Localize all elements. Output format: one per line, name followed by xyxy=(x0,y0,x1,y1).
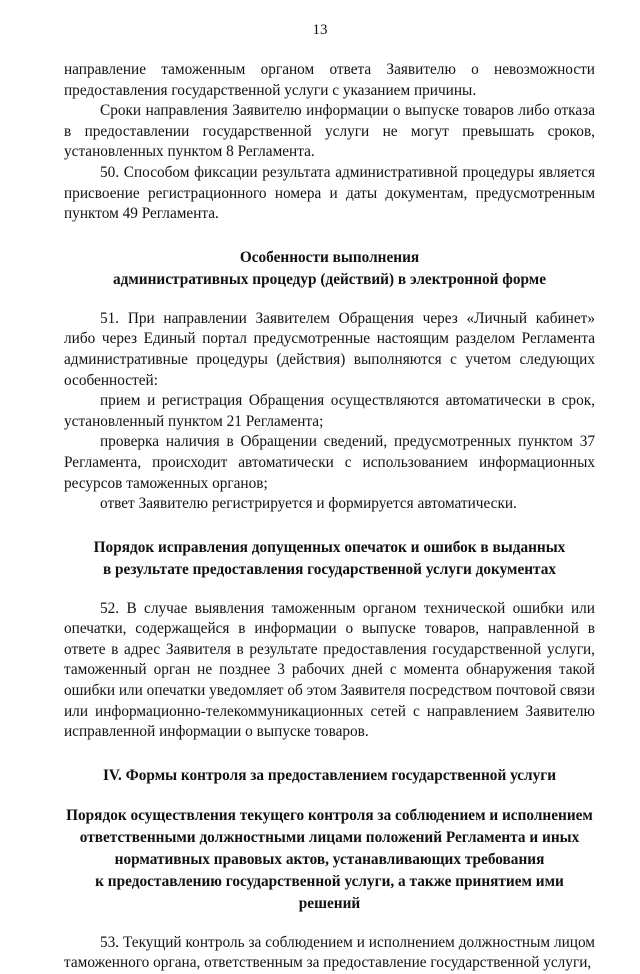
heading-electronic-line-1: Особенности выполнения xyxy=(239,248,420,266)
paragraph-continuation: направление таможенным органом ответа Заявителю о невозможности предоставления государственной услуги с указанием причины. xyxy=(64,61,595,99)
paragraph-51: 51. При направлении Заявителем Обращения через «Личный кабинет» либо через Единый портал предусмотренные настоящим разделом Регламента административные процедуры (действия) выполняются с учетом следующих особенностей: xyxy=(64,309,595,389)
page-number: 13 xyxy=(312,22,328,38)
document-body xyxy=(64,60,595,974)
heading-control-line-3: нормативных правовых актов, устанавливающих требования xyxy=(114,850,545,868)
paragraph-deadlines: Сроки направления Заявителю информации о выпуске товаров либо отказа в предоставлении государственной услуги не могут превышать сроков, установленных пунктом 8 Регламента. xyxy=(64,102,595,161)
paragraph-51-item-3: ответ Заявителю регистрируется и формируется автоматически. xyxy=(100,495,517,513)
heading-control-line-4: к предоставлению государственной услуги, а также принятием ими решений xyxy=(95,872,564,912)
heading-corrections-line-2: в результате предоставления государственной услуги документах xyxy=(102,560,557,578)
heading-electronic-line-2: административных процедур (действий) в электронной форме xyxy=(112,270,547,288)
paragraph-53: 53. Текущий контроль за соблюдением и исполнением должностным лицом таможенного органа, ответственным за предоставление государственной услуги, xyxy=(64,933,595,972)
paragraph-51-item-2: проверка наличия в Обращении сведений, предусмотренных пунктом 37 Регламента, происходит автоматически с использованием информационных ресурсов таможенных органов; xyxy=(64,433,595,492)
paragraph-50: 50. Способом фиксации результата административной процедуры является присвоение регистрационного номера и даты документам, предусмотренным пунктом 49 Регламента. xyxy=(64,163,595,223)
heading-corrections-line-1: Порядок исправления допущенных опечаток и ошибок в выданных xyxy=(93,538,566,556)
paragraph-52: 52. В случае выявления таможенным органом технической ошибки или опечатки, содержащейся в информации о выпуске товаров, направленной в ответе в адрес Заявителя в результате предоставления государственной услуги, таможенный орган не позднее 3 рабочих дней с момента обнаружения такой ошибки или опечатки уведомляет об этом Заявителя посредством почтовой связи или информационно-телекоммуникационных сетей с направлением Заявителю исправленной информации о выпуске товаров. xyxy=(64,599,595,741)
section-iv-title: IV. Формы контроля за предоставлением государственной услуги xyxy=(102,766,557,784)
paragraph-51-item-1: прием и регистрация Обращения осуществляются автоматически в срок, установленный пунктом 21 Регламента; xyxy=(64,392,595,430)
heading-control-line-2: ответственными должностными лицами положений Регламента и иных xyxy=(79,828,580,846)
heading-control-line-1: Порядок осуществления текущего контроля за соблюдением и исполнением xyxy=(66,806,593,824)
